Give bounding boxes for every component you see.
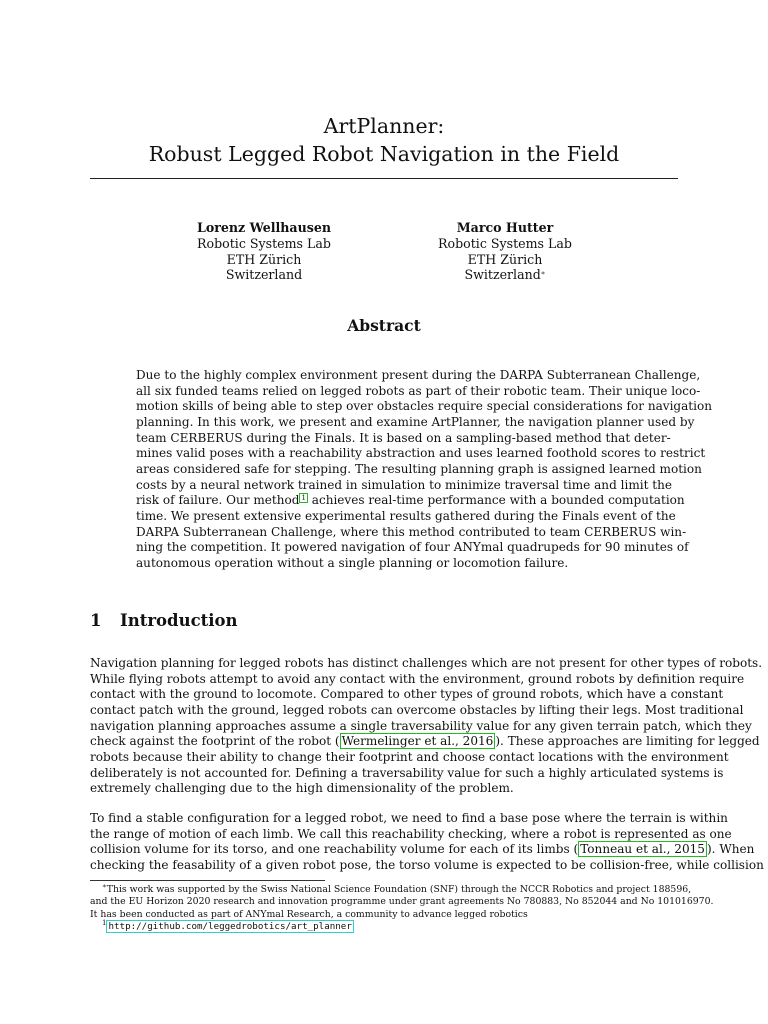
body-line: deliberately is not accounted for. Defining a traversability value for such a highly articulated systems is xyxy=(90,765,724,780)
abstract-line: mines valid poses with a reachability abstraction and uses learned foothold scores to restrict xyxy=(136,446,706,461)
body-line: contact patch with the ground, legged robots can overcome obstacles by lifting their legs. Most traditional xyxy=(90,702,744,717)
abstract-line: all six funded teams relied on legged robots as part of their robotic team. Their unique loco- xyxy=(136,383,701,398)
footnote-star xyxy=(90,882,714,921)
author-block-2 xyxy=(405,220,605,283)
author-name: Lorenz Wellhausen xyxy=(196,220,332,235)
intro-paragraph-1 xyxy=(90,656,763,797)
body-line: navigation planning approaches assume a single traversability value for any given terrain patch, which they xyxy=(90,718,752,733)
author-institution: ETH Zürich xyxy=(226,251,302,267)
abstract-heading: Abstract xyxy=(347,316,421,335)
author-name: Marco Hutter xyxy=(456,220,554,235)
abstract-line: DARPA Subterranean Challenge, where this method contributed to team CERBERUS win- xyxy=(136,524,687,539)
github-url-link[interactable]: http://github.com/leggedrobotics/art_planner xyxy=(108,921,352,932)
body-line: While flying robots attempt to avoid any contact with the environment, ground robots by definition require xyxy=(90,671,745,686)
author-block-1 xyxy=(164,220,364,283)
footnote-mark: 1 xyxy=(102,919,107,927)
intro-paragraph-2 xyxy=(90,811,764,874)
author-lab: Robotic Systems Lab xyxy=(197,235,331,251)
body-line: check against the footprint of the robot ( Wermelinger et al., 2016 ). These approaches are limiting for legged xyxy=(90,734,760,749)
author-institution: ETH Zürich xyxy=(467,251,543,267)
section-title: Introduction xyxy=(120,611,238,630)
author-country: Switzerland∗ xyxy=(464,267,546,283)
footnote-1 xyxy=(102,921,502,933)
footnote-rule xyxy=(90,880,325,881)
footnote-line: ∗This work was supported by the Swiss National Science Foundation (SNF) through the NCCR Robotics and project 188596, xyxy=(102,882,692,895)
footnote-mark-1[interactable]: 1 xyxy=(301,494,306,503)
abstract-line: risk of failure. Our method $^1$ achieves real-time performance with a bounded computation xyxy=(136,493,685,508)
body-line: the range of motion of each limb. We call this reachability checking, where a robot is represented as one xyxy=(90,826,732,841)
abstract-line: ning the competition. It powered navigation of four ANYmal quadrupeds for 90 minutes of xyxy=(136,540,689,555)
author-country: Switzerland xyxy=(225,267,303,283)
body-line: robots because their ability to change their footprint and choose contact locations with the environment xyxy=(90,749,729,764)
abstract-line: team CERBERUS during the Finals. It is based on a sampling-based method that deter- xyxy=(136,430,671,445)
abstract-line: autonomous operation without a single planning or locomotion failure. xyxy=(136,555,569,570)
abstract-line: costs by a neural network trained in simulation to minimize traversal time and limit the xyxy=(136,477,672,492)
body-line: extremely challenging due to the high dimensionality of the problem. xyxy=(90,781,514,796)
body-line: checking the feasability of a given robot pose, the torso volume is expected to be collision-free, while collision xyxy=(90,857,764,872)
body-line: Navigation planning for legged robots has distinct challenges which are not present for other types of robots. xyxy=(90,656,763,670)
abstract-body xyxy=(136,368,713,572)
citation-link[interactable]: Tonneau et al., 2015 xyxy=(580,842,705,857)
abstract-line: areas considered safe for stepping. The resulting planning graph is assigned learned motion xyxy=(136,461,702,476)
title-rule xyxy=(90,178,678,179)
body-line: collision volume for its torso, and one reachability volume for each of its limbs ( Tonneau et al., 2015 ). When xyxy=(90,842,755,857)
footnote-mark-star[interactable]: ∗ xyxy=(540,269,546,278)
body-line: contact with the ground to locomote. Compared to other types of ground robots, which have a constant xyxy=(90,687,724,702)
abstract-line: motion skills of being able to step over obstacles require special considerations for navigation xyxy=(136,399,713,414)
paper-title-line-1: ArtPlanner: xyxy=(323,114,445,138)
paper-title-line-2: Robust Legged Robot Navigation in the Field xyxy=(148,142,620,166)
abstract-line: planning. In this work, we present and examine ArtPlanner, the navigation planner used by xyxy=(136,414,695,429)
abstract-line: Due to the highly complex environment present during the DARPA Subterranean Challenge, xyxy=(136,368,701,382)
footnote-line: It has been conducted as part of ANYmal Research, a community to advance legged robotics xyxy=(90,908,528,920)
body-line: To find a stable configuration for a legged robot, we need to find a base pose where the terrain is within xyxy=(90,811,728,825)
section-heading xyxy=(90,611,238,630)
section-number: 1 xyxy=(90,611,102,630)
abstract-line: time. We present extensive experimental results gathered during the Finals event of the xyxy=(136,508,676,523)
author-lab: Robotic Systems Lab xyxy=(438,235,572,251)
citation-link[interactable]: Wermelinger et al., 2016 xyxy=(341,734,494,749)
footnote-line: and the EU Horizon 2020 research and innovation programme under grant agreements No 780883, No 852044 and No 101016970. xyxy=(90,896,714,908)
